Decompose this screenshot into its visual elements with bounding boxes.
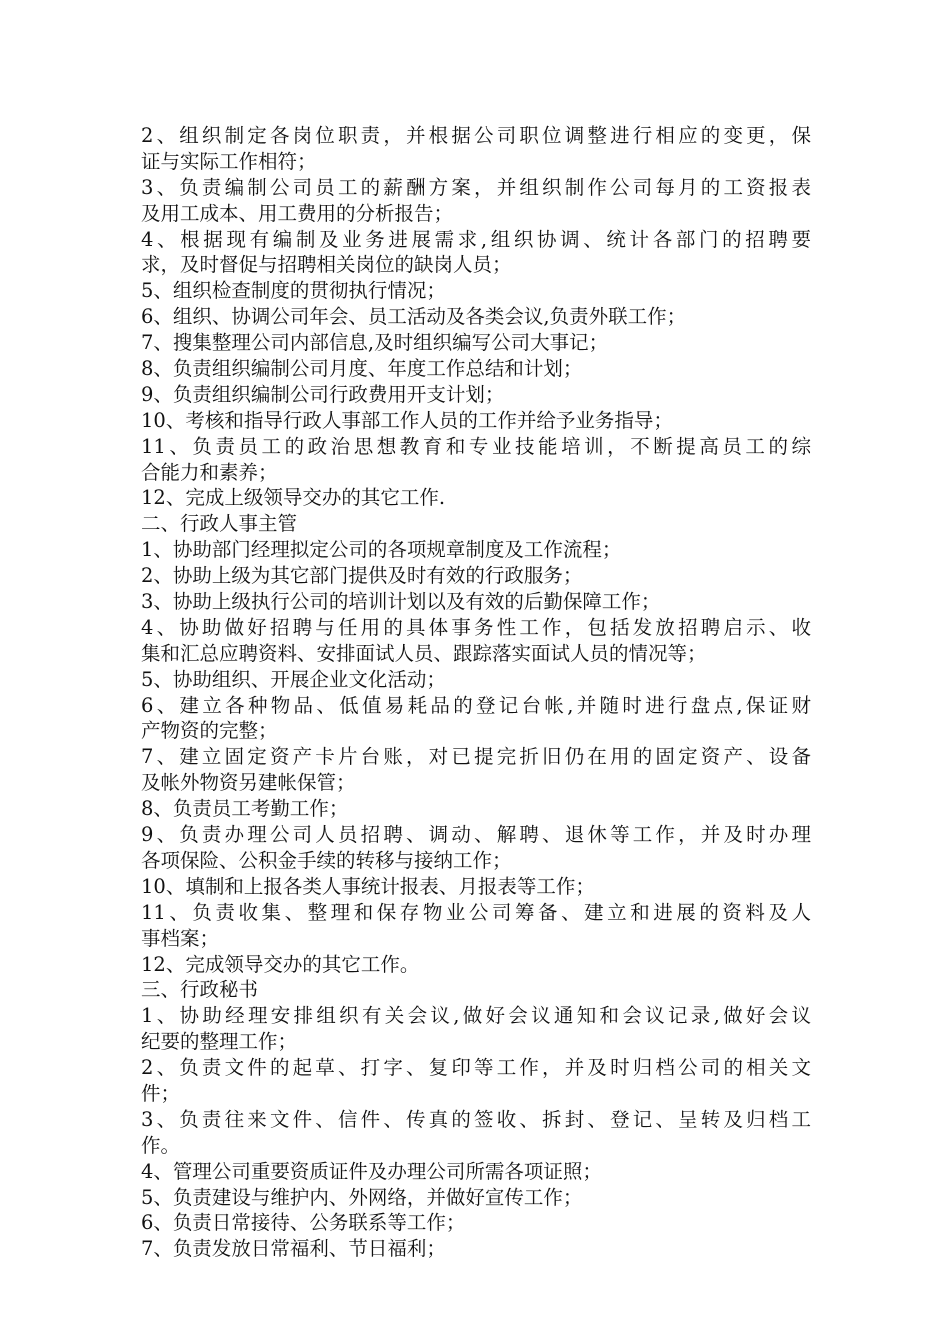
text-line: 3、负责编制公司员工的薪酬方案，并组织制作公司每月的工资报表 — [141, 175, 811, 199]
list-item — [141, 227, 811, 279]
text-line: 三、行政秘书 — [141, 978, 259, 1002]
text-line: 11、负责员工的政治思想教育和专业技能培训，不断提高员工的综 — [141, 434, 811, 458]
list-item — [141, 175, 811, 227]
list-item — [141, 330, 811, 356]
text-line: 2、负责文件的起草、打字、复印等工作，并及时归档公司的相关文 — [141, 1056, 811, 1080]
text-line: 3、协助上级执行公司的培训计划以及有效的后勤保障工作； — [141, 590, 661, 614]
list-item — [141, 356, 811, 382]
text-line: 及用工成本、用工费用的分析报告； — [141, 201, 454, 225]
text-line: 5、协助组织、开展企业文化活动； — [141, 667, 446, 691]
text-line: 证与实际工作相符； — [141, 149, 317, 173]
list-item — [141, 304, 811, 330]
list-item — [141, 874, 811, 900]
text-line: 集和汇总应聘资料、安排面试人员、跟踪落实面试人员的情况等； — [141, 641, 707, 665]
list-item — [141, 123, 811, 175]
text-line: 4、管理公司重要资质证件及办理公司所需各项证照； — [141, 1159, 602, 1183]
list-item — [141, 952, 811, 978]
text-line: 7、负责发放日常福利、节日福利； — [141, 1237, 446, 1261]
list-item — [141, 1185, 811, 1211]
text-line: 6、组织、协调公司年会、员工活动及各类会议,负责外联工作； — [141, 305, 687, 329]
text-line: 8、负责员工考勤工作； — [141, 797, 349, 821]
text-line: 9、负责办理公司人员招聘、调动、解聘、退休等工作，并及时办理 — [141, 823, 811, 847]
list-item — [141, 796, 811, 822]
list-item — [141, 744, 811, 796]
text-line: 5、组织检查制度的贯彻执行情况； — [141, 279, 446, 303]
text-line: 合能力和素养； — [141, 460, 278, 484]
text-line: 5、负责建设与维护内、外网络，并做好宣传工作； — [141, 1185, 583, 1209]
text-line: 纪要的整理工作； — [141, 1030, 298, 1054]
list-item — [141, 1055, 811, 1107]
text-line: 二、行政人事主管 — [141, 512, 298, 536]
text-line: 7、建立固定资产卡片台账，对已提完折旧仍在用的固定资产、设备 — [141, 745, 811, 769]
list-item — [141, 382, 811, 408]
text-line: 4、协助做好招聘与任用的具体事务性工作，包括发放招聘启示、收 — [141, 615, 811, 639]
list-item — [141, 1236, 811, 1262]
text-line: 9、负责组织编制公司行政费用开支计划； — [141, 382, 505, 406]
text-line: 10、考核和指导行政人事部工作人员的工作并给予业务指导； — [141, 408, 673, 432]
list-item — [141, 615, 811, 667]
list-item — [141, 434, 811, 486]
text-line: 2、协助上级为其它部门提供及时有效的行政服务； — [141, 564, 583, 588]
list-item — [141, 900, 811, 952]
text-line: 7、搜集整理公司内部信息,及时组织编写公司大事记； — [141, 331, 609, 355]
list-item — [141, 408, 811, 434]
list-item — [141, 977, 811, 1003]
text-line: 12、完成领导交办的其它工作。 — [141, 952, 420, 976]
text-line: 作。 — [141, 1133, 181, 1157]
list-item — [141, 693, 811, 745]
text-line: 各项保险、公积金手续的转移与接纳工作； — [141, 848, 512, 872]
text-line: 3、负责往来文件、信件、传真的签收、拆封、登记、呈转及归档工 — [141, 1107, 811, 1131]
list-item — [141, 589, 811, 615]
list-item — [141, 278, 811, 304]
text-line: 11、负责收集、整理和保存物业公司筹备、建立和进展的资料及人 — [141, 900, 811, 924]
text-line: 12、完成上级领导交办的其它工作. — [141, 486, 446, 510]
text-line: 2、组织制定各岗位职责，并根据公司职位调整进行相应的变更，保 — [141, 124, 811, 147]
text-line: 8、负责组织编制公司月度、年度工作总结和计划； — [141, 357, 583, 381]
list-item — [141, 537, 811, 563]
text-line: 1、协助经理安排组织有关会议,做好会议通知和会议记录,做好会议 — [141, 1004, 811, 1028]
list-item — [141, 1210, 811, 1236]
list-item — [141, 822, 811, 874]
list-item — [141, 667, 811, 693]
list-item — [141, 1159, 811, 1185]
text-line: 产物资的完整； — [141, 719, 278, 743]
list-item — [141, 1003, 811, 1055]
text-line: 4、根据现有编制及业务进展需求,组织协调、统计各部门的招聘要 — [141, 227, 811, 251]
list-item — [141, 485, 811, 511]
text-line: 1、协助部门经理拟定公司的各项规章制度及工作流程； — [141, 538, 622, 562]
text-line: 事档案； — [141, 926, 220, 950]
text-line: 6、建立各种物品、低值易耗品的登记台帐,并随时进行盘点,保证财 — [141, 693, 811, 717]
list-item — [141, 511, 811, 537]
text-line: 件； — [141, 1081, 181, 1105]
text-line: 求，及时督促与招聘相关岗位的缺岗人员； — [141, 253, 512, 277]
text-line: 6、负责日常接待、公务联系等工作； — [141, 1211, 466, 1235]
document-page — [141, 123, 811, 1262]
list-item — [141, 563, 811, 589]
text-line: 10、填制和上报各类人事统计报表、月报表等工作； — [141, 874, 595, 898]
text-line: 及帐外物资另建帐保管； — [141, 771, 356, 795]
list-item — [141, 1107, 811, 1159]
